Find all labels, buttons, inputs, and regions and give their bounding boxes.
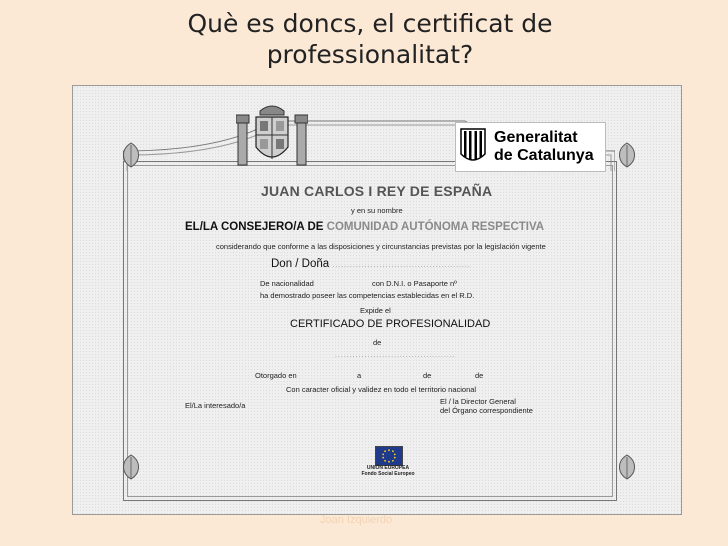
slide-title (150, 8, 590, 70)
spanish-coat-of-arms-icon (236, 101, 308, 171)
certificate-in-name: y en su nombre (351, 206, 403, 215)
generalitat-logo (455, 122, 606, 172)
slide-title-line1: Què es doncs, el certificat de (187, 9, 553, 38)
certificate-otorgado: Otorgado en (255, 371, 297, 380)
certificate-de2: de (423, 371, 432, 380)
certificate-dni: con D.N.I. o Pasaporte nº (372, 279, 457, 288)
generalitat-emblem-icon (460, 128, 486, 166)
certificate-caracter: Con caracter oficial y validez en todo el territorio nacional (286, 385, 477, 394)
eu-line2: Fondo Social Europeo (361, 471, 415, 477)
certificate-director2: del Órgano correspondiente (440, 406, 533, 415)
leaf-ornament-icon (613, 453, 641, 481)
certificate-don-line: Don / Doña ............................................... (271, 258, 471, 270)
generalitat-wordmark (494, 129, 594, 165)
certificate-title: CERTIFICADO DE PROFESIONALIDAD (290, 318, 491, 330)
certificate-king: JUAN CARLOS I REY DE ESPAÑA (261, 183, 493, 199)
certificate-interesado: El/La interesado/a (185, 401, 246, 410)
certificate-expide: Expide el (360, 306, 391, 315)
generalitat-line1: Generalitat (494, 129, 578, 146)
eu-line1: UNIÓN EUROPEA (366, 465, 410, 471)
eu-label (341, 465, 435, 477)
certificate-de3: de (475, 371, 484, 380)
certificate-considerando: considerando que conforme a las disposiciones y circunstancias previstas por la legislación vigente (216, 242, 546, 251)
certificate-competencias: ha demostrado poseer las competencias establecidas en el R.D. (260, 291, 475, 300)
certificate-de: de (373, 338, 382, 347)
certificate-consejero: EL/LA CONSEJERO/A DE (185, 221, 324, 233)
certificate-consejero-line (185, 221, 544, 233)
slide-author: Joan Izquierdo (320, 514, 393, 526)
certificate-a: a (357, 371, 362, 380)
leaf-ornament-icon (117, 141, 145, 169)
certificate-don: Don / Doña (271, 258, 330, 270)
generalitat-line2: de Catalunya (494, 147, 594, 164)
certificate-nacionalidad: De nacionalidad (260, 279, 314, 288)
slide-title-line2: professionalitat? (266, 40, 474, 69)
leaf-ornament-icon (117, 453, 145, 481)
certificate-comunidad: COMUNIDAD AUTÓNOMA RESPECTIVA (326, 221, 545, 233)
eu-flag-icon (375, 446, 403, 466)
certificate-director1: El / la Director General (440, 397, 516, 406)
certificate-image: Generalitat de Catalunya JUAN CARLOS I REY DE ESPAÑA y en su nombre EL/LA CONSEJERO/A DE COMUNIDAD AUTÓNOMA RESPECTIVA considerando que conforme a las disposiciones y circunstancias previstas por la legislación vigente Don / Doña ............................................... De nacionalidad con D.N.I. o Pasaporte nº ha demostrado poseer las competencias establecidas en el R.D. Expide el CERTIFICADO DE PROFESIONALIDAD de ......................................... Otorgado en a de de Con caracter oficial y validez en todo el territorio nacional El/La interesado/a El / la Director General del Órgano correspondiente UNIÓN EUROPEA Fondo Social Europeo (72, 85, 682, 515)
leaf-ornament-icon (613, 141, 641, 169)
